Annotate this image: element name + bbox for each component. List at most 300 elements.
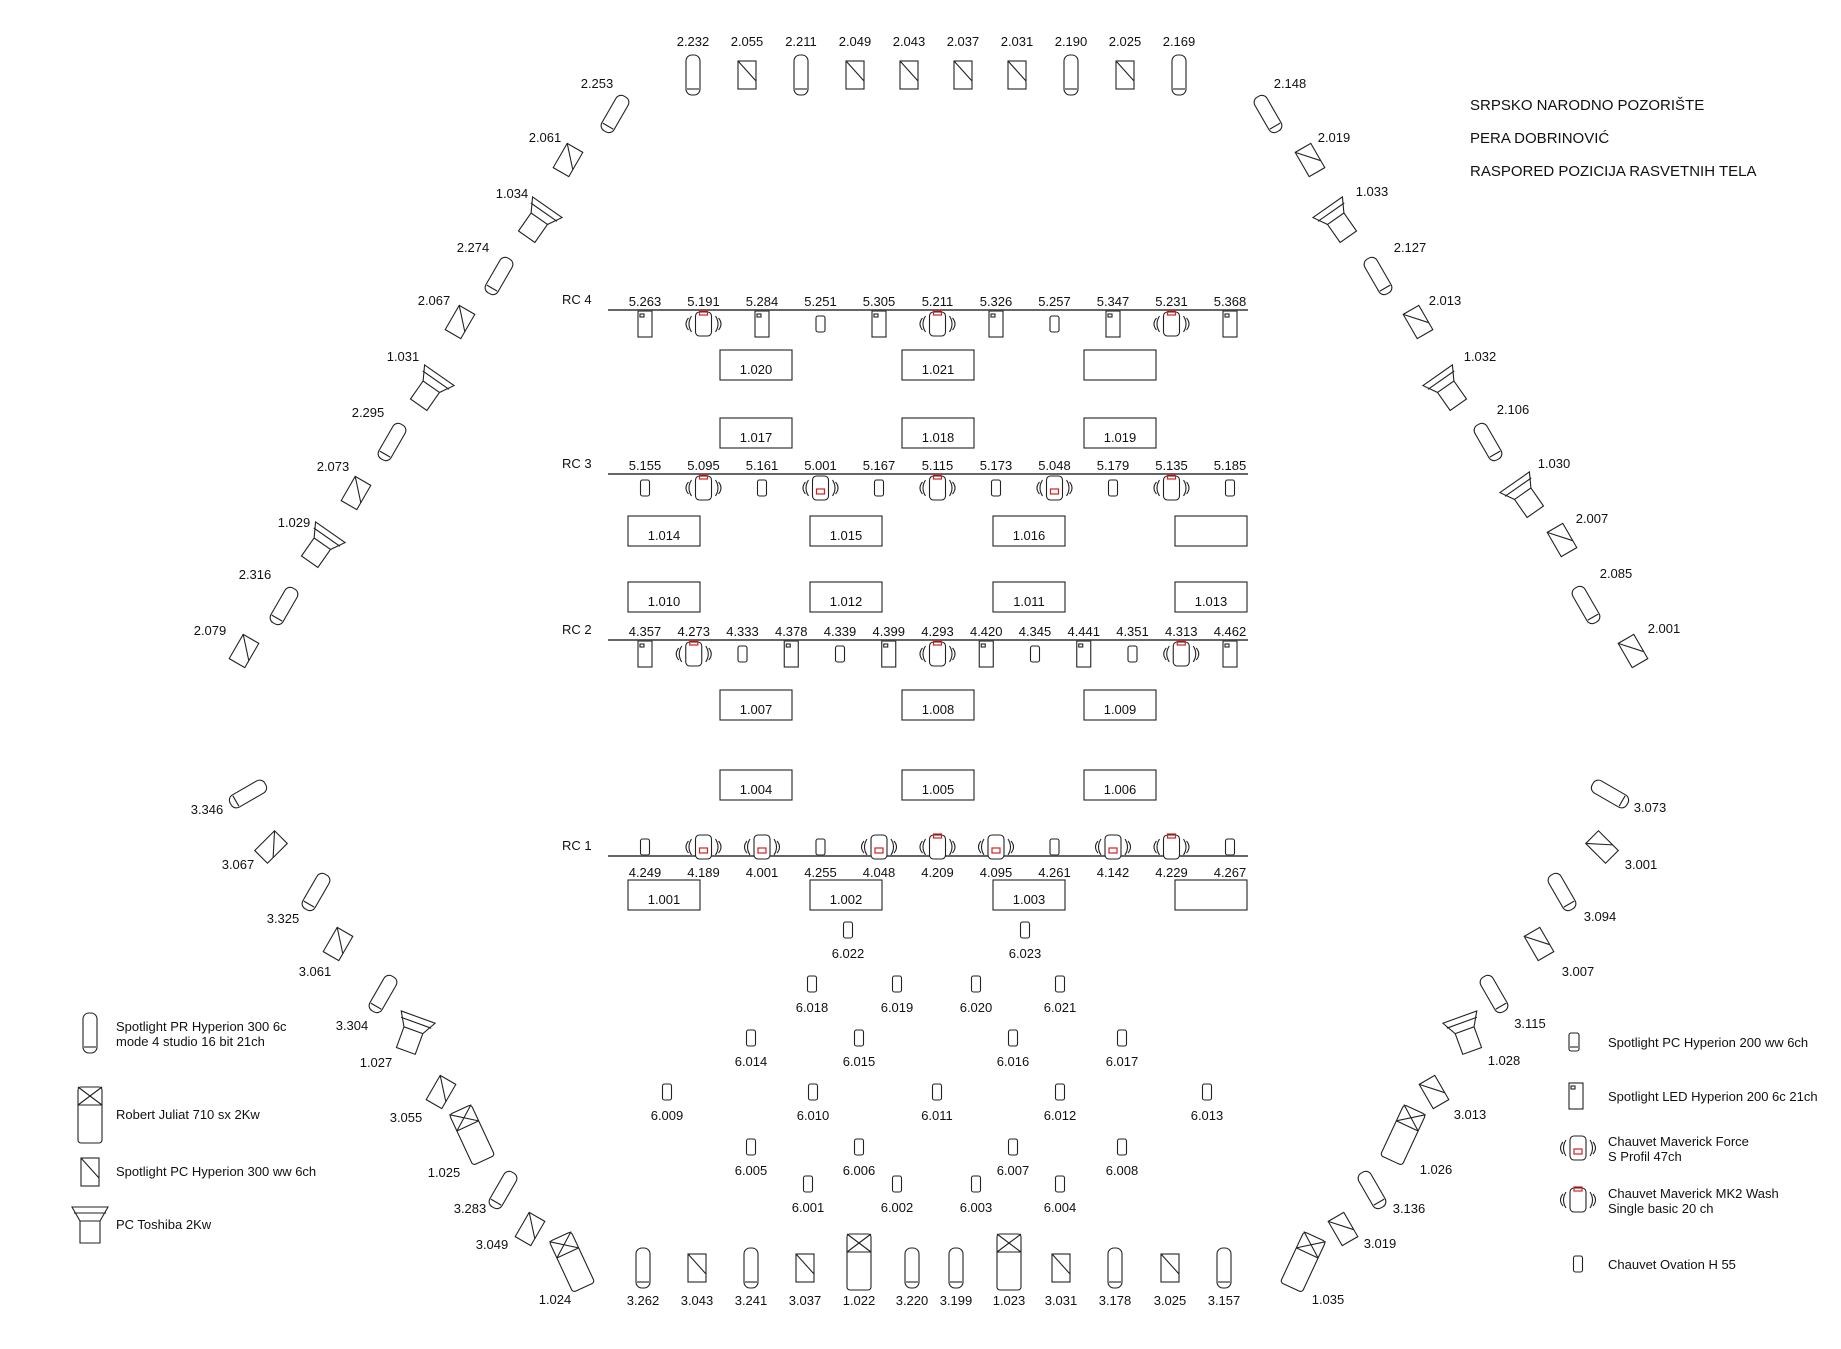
rail-fixture-label: 4.095 <box>979 865 1013 880</box>
left-upper-arc-fixture <box>512 197 562 247</box>
left-upper-arc-label: 2.274 <box>456 240 490 255</box>
left-upper-arc-label: 2.061 <box>528 130 562 145</box>
left-lower-arc-label: 1.027 <box>359 1055 393 1070</box>
floor-fixture-label: 6.014 <box>734 1054 768 1069</box>
channel-box-label: 1.016 <box>1012 528 1046 543</box>
rail-fixture-label: 5.251 <box>804 294 837 309</box>
left-lower-arc-fixture <box>549 1232 594 1293</box>
channel-box-label: 1.020 <box>739 362 773 377</box>
top-arc-label: 2.031 <box>1000 34 1034 49</box>
right-lower-arc-label: 3.136 <box>1392 1201 1426 1216</box>
title-line-3: RASPORED POZICIJA RASVETNIH TELA <box>1470 163 1757 180</box>
floor-fixture-label: 6.001 <box>791 1200 825 1215</box>
floor-fixture <box>855 1030 864 1046</box>
left-lower-arc-label: 3.283 <box>453 1201 487 1216</box>
floor-fixture-label: 6.010 <box>796 1108 830 1123</box>
rail-fixture-label: 4.048 <box>862 865 896 880</box>
rail-fixture <box>920 475 955 500</box>
legend-left-text: PC Toshiba 2Kw <box>116 1217 212 1232</box>
left-upper-arc-fixture <box>229 634 259 667</box>
floor-fixture-label: 6.017 <box>1105 1054 1139 1069</box>
right-lower-arc-label: 1.028 <box>1487 1053 1521 1068</box>
floor-fixture-label: 6.007 <box>996 1163 1030 1178</box>
right-lower-arc-label: 3.001 <box>1624 857 1658 872</box>
top-arc-fixture <box>1172 55 1186 95</box>
bottom-row-label: 3.241 <box>734 1293 768 1308</box>
left-upper-arc-fixture <box>268 585 300 627</box>
rail-fixture-label: 4.441 <box>1067 624 1101 639</box>
channel-box-label: 1.019 <box>1103 430 1137 445</box>
top-arc-label: 2.025 <box>1108 34 1142 49</box>
channel-box-label: 1.009 <box>1103 702 1137 717</box>
rail-fixture-label: 5.167 <box>862 458 896 473</box>
right-lower-arc-label: 3.094 <box>1583 909 1617 924</box>
bottom-row-label: 3.199 <box>939 1293 973 1308</box>
legend-left-symbol <box>81 1158 99 1186</box>
rail-fixture <box>638 641 652 667</box>
bottom-row-fixture <box>636 1248 650 1288</box>
rail-fixture-label: 4.339 <box>823 624 857 639</box>
right-upper-arc-label: 2.127 <box>1393 240 1427 255</box>
left-lower-arc-label: 3.055 <box>389 1110 423 1125</box>
top-arc-fixture <box>846 61 864 89</box>
rail-fixture-label: 5.173 <box>979 458 1013 473</box>
right-lower-arc-fixture <box>1589 778 1631 810</box>
rail-fixture <box>979 641 993 667</box>
channel-box-label: 1.007 <box>739 702 773 717</box>
floor-fixture-label: 6.021 <box>1043 1000 1077 1015</box>
bottom-row-fixture <box>1052 1254 1070 1282</box>
rail-fixture <box>1154 475 1189 500</box>
top-arc-fixture <box>738 61 756 89</box>
rail-fixture-label: 4.399 <box>872 624 906 639</box>
rail-fixture-label: 5.048 <box>1038 458 1071 473</box>
rail-fixture <box>882 641 896 667</box>
bottom-row-label: 3.262 <box>626 1293 660 1308</box>
left-lower-arc-fixture <box>227 778 269 810</box>
floor-fixture <box>808 976 817 992</box>
left-upper-arc-fixture <box>445 305 475 338</box>
rail-fixture-label: 5.368 <box>1213 294 1247 309</box>
rail-fixture-label: 4.273 <box>677 624 711 639</box>
rail-label: RC 1 <box>562 838 592 853</box>
rail-fixture <box>686 475 721 500</box>
channel-box-label: 1.010 <box>647 594 681 609</box>
top-arc-fixture <box>900 61 918 89</box>
legend-left-text: Robert Juliat 710 sx 2Kw <box>116 1107 260 1122</box>
bottom-row-label: 3.037 <box>788 1293 822 1308</box>
floor-fixture-label: 6.008 <box>1105 1163 1139 1178</box>
right-upper-arc-fixture <box>1570 584 1602 626</box>
left-lower-arc-label: 3.049 <box>475 1237 509 1252</box>
floor-fixture <box>747 1030 756 1046</box>
top-arc-fixture <box>686 55 700 95</box>
top-arc-fixture <box>954 61 972 89</box>
floor-fixture-label: 6.023 <box>1008 946 1042 961</box>
rail-fixture <box>1128 646 1137 662</box>
rail-fixture-label: 5.135 <box>1155 458 1188 473</box>
rail-fixture-label: 5.179 <box>1096 458 1130 473</box>
floor-fixture-label: 6.006 <box>842 1163 876 1178</box>
bottom-row-fixture <box>1217 1248 1231 1288</box>
right-upper-arc-fixture <box>1500 472 1550 522</box>
left-upper-arc-label: 2.295 <box>351 405 385 420</box>
bottom-row-fixture <box>997 1234 1021 1290</box>
rail-fixture <box>1223 311 1237 337</box>
floor-fixture <box>1021 922 1030 938</box>
right-upper-arc-fixture <box>1423 365 1473 415</box>
floor-fixture-label: 6.019 <box>880 1000 914 1015</box>
bottom-row-fixture <box>905 1248 919 1288</box>
rail-fixture <box>1050 316 1059 332</box>
right-upper-arc-label: 2.019 <box>1317 130 1351 145</box>
channel-box-label: 1.008 <box>921 702 955 717</box>
right-upper-arc-fixture <box>1547 523 1577 556</box>
channel-box-label: 1.001 <box>647 892 681 907</box>
floor-fixture <box>893 976 902 992</box>
left-upper-arc-label: 1.029 <box>277 515 311 530</box>
right-lower-arc-fixture <box>1524 927 1554 960</box>
rail-fixture-label: 5.095 <box>687 458 720 473</box>
title-line-1: SRPSKO NARODNO POZORIŠTE <box>1470 97 1705 114</box>
channel-box <box>1084 350 1156 380</box>
bottom-row-fixture <box>847 1234 871 1290</box>
rail-fixture-label: 5.161 <box>745 458 779 473</box>
floor-fixture <box>893 1176 902 1192</box>
rail-fixture <box>1106 311 1120 337</box>
floor-fixture <box>1056 1176 1065 1192</box>
legend-right-symbol <box>1574 1256 1583 1272</box>
rail-fixture-label: 5.191 <box>687 294 720 309</box>
rail-fixture <box>920 641 955 666</box>
rail-fixture <box>641 480 650 496</box>
legend-right-text: Chauvet Maverick Force <box>1608 1134 1749 1149</box>
rail-fixture <box>816 839 825 855</box>
bottom-row-label: 3.157 <box>1207 1293 1241 1308</box>
rail-fixture <box>872 311 886 337</box>
right-lower-arc-fixture <box>1328 1212 1358 1245</box>
rail-label: RC 2 <box>562 622 592 637</box>
left-upper-arc-label: 2.067 <box>417 293 451 308</box>
top-arc-label: 2.190 <box>1054 34 1088 49</box>
rail-label: RC 4 <box>562 292 592 307</box>
right-upper-arc-fixture <box>1403 305 1433 338</box>
rail-label: RC 3 <box>562 456 592 471</box>
top-arc-fixture <box>794 55 808 95</box>
left-upper-arc-fixture <box>404 365 454 415</box>
left-upper-arc-fixture <box>376 421 408 463</box>
right-upper-arc-label: 2.106 <box>1496 402 1530 417</box>
left-lower-arc-label: 3.067 <box>221 857 255 872</box>
right-upper-arc-fixture <box>1313 197 1363 247</box>
left-upper-arc-label: 1.034 <box>495 186 529 201</box>
left-lower-arc-label: 3.304 <box>335 1018 369 1033</box>
floor-fixture-label: 6.015 <box>842 1054 876 1069</box>
left-lower-arc-label: 3.061 <box>298 964 332 979</box>
right-lower-arc-fixture <box>1280 1232 1325 1293</box>
rail-fixture <box>1154 311 1189 336</box>
right-lower-arc-fixture <box>1586 831 1619 864</box>
legend-left-text: Spotlight PC Hyperion 300 ww 6ch <box>116 1164 317 1179</box>
right-upper-arc-label: 2.001 <box>1647 621 1681 636</box>
floor-fixture-label: 6.018 <box>795 1000 829 1015</box>
top-arc-label: 2.043 <box>892 34 926 49</box>
legend-left-symbol <box>83 1013 97 1053</box>
rail-fixture-label: 5.284 <box>745 294 779 309</box>
rail-fixture <box>1031 646 1040 662</box>
right-upper-arc-fixture <box>1295 143 1325 176</box>
bottom-row-label: 3.178 <box>1098 1293 1132 1308</box>
right-upper-arc-fixture <box>1252 93 1284 135</box>
left-lower-arc-fixture <box>300 871 332 913</box>
left-upper-arc-fixture <box>599 93 631 135</box>
rail-fixture <box>1226 839 1235 855</box>
title-block <box>1470 97 1756 180</box>
floor-fixture-label: 6.005 <box>734 1163 768 1178</box>
rail-fixture <box>1223 641 1237 667</box>
floor-fixture-label: 6.016 <box>996 1054 1030 1069</box>
rail-fixture <box>758 480 767 496</box>
rail-fixture-label: 4.378 <box>774 624 808 639</box>
rail-fixture <box>875 480 884 496</box>
rail-fixture-label: 5.347 <box>1096 294 1130 309</box>
channel-box-label: 1.006 <box>1103 782 1137 797</box>
floor-fixture-label: 6.022 <box>831 946 865 961</box>
legend-left-text-2: mode 4 studio 16 bit 21ch <box>116 1034 265 1049</box>
left-upper-arc-label: 2.079 <box>193 623 227 638</box>
floor-fixture-label: 6.004 <box>1043 1200 1077 1215</box>
floor-fixture-label: 6.013 <box>1190 1108 1224 1123</box>
right-lower-arc-label: 3.073 <box>1633 800 1667 815</box>
right-lower-arc-fixture <box>1419 1075 1449 1108</box>
channel-box-label: 1.021 <box>921 362 955 377</box>
rail-fixture-label: 4.351 <box>1116 624 1149 639</box>
floor-fixture-label: 6.011 <box>921 1108 953 1123</box>
top-arc-fixture <box>1064 55 1078 95</box>
floor-fixture <box>1203 1084 1212 1100</box>
channel-box-label: 1.011 <box>1013 594 1045 609</box>
top-arc-label: 2.049 <box>838 34 872 49</box>
channel-box-label: 1.005 <box>921 782 955 797</box>
rail-fixture <box>1077 641 1091 667</box>
rail-fixture-label: 4.255 <box>804 865 837 880</box>
top-arc-fixture <box>1116 61 1134 89</box>
left-upper-arc-fixture <box>553 143 583 176</box>
legend-right-text: Spotlight LED Hyperion 200 6c 21ch <box>1608 1089 1818 1104</box>
legend-right-text: Chauvet Maverick MK2 Wash <box>1608 1186 1779 1201</box>
rail-fixture-label: 4.261 <box>1038 865 1071 880</box>
top-arc-label: 2.211 <box>785 34 817 49</box>
floor-fixture <box>747 1139 756 1155</box>
left-lower-arc-label: 3.325 <box>266 911 300 926</box>
left-lower-arc-fixture <box>515 1212 545 1245</box>
rail-fixture <box>686 311 721 336</box>
floor-fixture <box>933 1084 942 1100</box>
floor-fixture-label: 6.009 <box>650 1108 684 1123</box>
bottom-row-label: 3.031 <box>1044 1293 1078 1308</box>
rail-fixture-label: 5.185 <box>1213 458 1247 473</box>
rail-fixture-label: 4.333 <box>726 624 759 639</box>
channel-box-label: 1.017 <box>739 430 773 445</box>
top-arc-label: 2.055 <box>730 34 764 49</box>
bottom-row-label: 1.023 <box>992 1293 1026 1308</box>
left-lower-arc-fixture <box>426 1075 456 1108</box>
floor-fixture <box>1056 1084 1065 1100</box>
right-upper-arc-label: 1.032 <box>1463 349 1497 364</box>
channel-box-label: 1.012 <box>829 594 863 609</box>
bottom-row-label: 3.043 <box>680 1293 714 1308</box>
rail-fixture <box>992 480 1001 496</box>
rail-fixture-label: 4.462 <box>1213 624 1247 639</box>
left-upper-arc-fixture <box>483 255 515 297</box>
right-lower-arc-label: 3.007 <box>1561 964 1595 979</box>
right-lower-arc-label: 3.019 <box>1363 1236 1397 1251</box>
right-lower-arc-fixture <box>1356 1169 1388 1211</box>
right-upper-arc-fixture <box>1362 255 1394 297</box>
left-lower-arc-fixture <box>367 973 399 1015</box>
floor-fixture <box>1118 1030 1127 1046</box>
bottom-row-fixture <box>949 1248 963 1288</box>
right-upper-arc-fixture <box>1472 421 1504 463</box>
bottom-row-fixture <box>1108 1248 1122 1288</box>
channel-box <box>1175 516 1247 546</box>
rail-fixture <box>738 646 747 662</box>
left-lower-arc-fixture <box>389 1011 435 1057</box>
left-lower-arc-label: 3.346 <box>190 802 224 817</box>
right-lower-arc-label: 1.026 <box>1419 1162 1453 1177</box>
bottom-row-fixture <box>688 1254 706 1282</box>
floor-fixture <box>804 1176 813 1192</box>
top-arc-label: 2.169 <box>1162 34 1196 49</box>
right-upper-arc-label: 2.148 <box>1273 76 1307 91</box>
left-upper-arc-label: 1.031 <box>386 349 420 364</box>
right-lower-arc-label: 3.115 <box>1514 1016 1546 1031</box>
right-upper-arc-label: 1.030 <box>1537 456 1571 471</box>
right-lower-arc-label: 3.013 <box>1453 1107 1487 1122</box>
rail-fixture-label: 4.313 <box>1164 624 1198 639</box>
floor-fixture <box>1056 976 1065 992</box>
rail-fixture <box>1050 839 1059 855</box>
rail-fixture-label: 4.001 <box>745 865 779 880</box>
bottom-row-label: 3.025 <box>1153 1293 1187 1308</box>
rail-fixture-label: 5.263 <box>628 294 662 309</box>
bottom-row-fixture <box>1161 1254 1179 1282</box>
legend-right-text-2: Single basic 20 ch <box>1608 1201 1714 1216</box>
bottom-row-fixture <box>744 1248 758 1288</box>
channel-box-label: 1.018 <box>921 430 955 445</box>
floor-fixture-label: 6.003 <box>959 1200 993 1215</box>
right-upper-arc-label: 2.007 <box>1575 511 1609 526</box>
rail-fixture-label: 4.267 <box>1213 865 1247 880</box>
channel-box-label: 1.004 <box>739 782 773 797</box>
floor-fixture <box>855 1139 864 1155</box>
left-lower-arc-fixture <box>449 1105 494 1166</box>
floor-fixture <box>1009 1030 1018 1046</box>
top-arc-label: 2.232 <box>676 34 710 49</box>
channel-box-label: 1.003 <box>1012 892 1046 907</box>
floor-fixture <box>663 1084 672 1100</box>
rail-fixture <box>803 476 838 500</box>
rail-fixture <box>920 311 955 336</box>
rail-fixture-label: 4.293 <box>921 624 954 639</box>
rail-fixture <box>989 311 1003 337</box>
rail-fixture-label: 4.229 <box>1155 865 1188 880</box>
right-lower-arc-fixture <box>1478 973 1510 1015</box>
right-upper-arc-fixture <box>1618 634 1648 667</box>
rail-fixture-label: 5.305 <box>862 294 896 309</box>
legend-right-symbol <box>1561 1187 1596 1212</box>
rail-fixture <box>1109 480 1118 496</box>
channel-box <box>1175 880 1247 910</box>
rail-fixture-label: 4.142 <box>1096 865 1130 880</box>
right-lower-arc-fixture <box>1546 871 1578 913</box>
left-lower-arc-label: 1.024 <box>538 1292 572 1307</box>
legend-right-symbol <box>1569 1033 1579 1051</box>
right-lower-arc-label: 1.035 <box>1311 1292 1345 1307</box>
rail-fixture-label: 4.249 <box>628 865 662 880</box>
rail-fixture <box>784 641 798 667</box>
rail-fixture <box>638 311 652 337</box>
rail-fixture <box>1226 480 1235 496</box>
title-line-2: PERA DOBRINOVIĆ <box>1470 130 1610 147</box>
rail-fixture-label: 5.155 <box>628 458 662 473</box>
rail-fixture-label: 5.001 <box>804 458 837 473</box>
floor-fixture <box>972 1176 981 1192</box>
left-lower-arc-fixture <box>323 927 353 960</box>
rail-fixture <box>676 641 711 666</box>
rail-fixture-label: 4.189 <box>687 865 720 880</box>
rail-fixture <box>1037 476 1072 500</box>
rail-fixture-label: 5.211 <box>921 294 954 309</box>
floor-fixture-label: 6.020 <box>959 1000 993 1015</box>
legend-right-symbol <box>1561 1136 1596 1160</box>
rail-fixture-label: 4.420 <box>969 624 1003 639</box>
right-lower-arc-fixture <box>1443 1011 1489 1057</box>
legend-right-symbol <box>1569 1083 1583 1109</box>
rail-fixture-label: 5.257 <box>1038 294 1071 309</box>
channel-box-label: 1.002 <box>829 892 863 907</box>
rail-fixture <box>1164 641 1199 666</box>
right-upper-arc-label: 2.085 <box>1599 566 1633 581</box>
left-upper-arc-label: 2.253 <box>580 76 614 91</box>
legend-left-symbol <box>78 1087 102 1143</box>
left-upper-arc-label: 2.316 <box>238 567 272 582</box>
right-lower-arc-fixture <box>1380 1105 1425 1166</box>
right-upper-arc-label: 1.033 <box>1355 184 1389 199</box>
floor-fixture <box>972 976 981 992</box>
floor-fixture-label: 6.002 <box>880 1200 914 1215</box>
legend-right-text-2: S Profil 47ch <box>1608 1149 1682 1164</box>
left-upper-arc-label: 2.073 <box>316 459 350 474</box>
bottom-row-label: 1.022 <box>842 1293 876 1308</box>
rail-fixture <box>755 311 769 337</box>
bottom-row-fixture <box>796 1254 814 1282</box>
top-arc-label: 2.037 <box>946 34 980 49</box>
legend-right-text: Spotlight PC Hyperion 200 ww 6ch <box>1608 1035 1809 1050</box>
legend-left-text: Spotlight PR Hyperion 300 6c <box>116 1019 287 1034</box>
top-arc-fixture <box>1008 61 1026 89</box>
legend-right-text: Chauvet Ovation H 55 <box>1608 1257 1736 1272</box>
channel-box-label: 1.015 <box>829 528 863 543</box>
rail-fixture-label: 5.326 <box>979 294 1013 309</box>
right-upper-arc-label: 2.013 <box>1428 293 1462 308</box>
floor-fixture <box>1009 1139 1018 1155</box>
left-lower-arc-fixture <box>487 1169 519 1211</box>
rail-fixture <box>816 316 825 332</box>
channel-box-label: 1.013 <box>1194 594 1228 609</box>
left-upper-arc-fixture <box>341 476 371 509</box>
floor-fixture <box>1118 1139 1127 1155</box>
